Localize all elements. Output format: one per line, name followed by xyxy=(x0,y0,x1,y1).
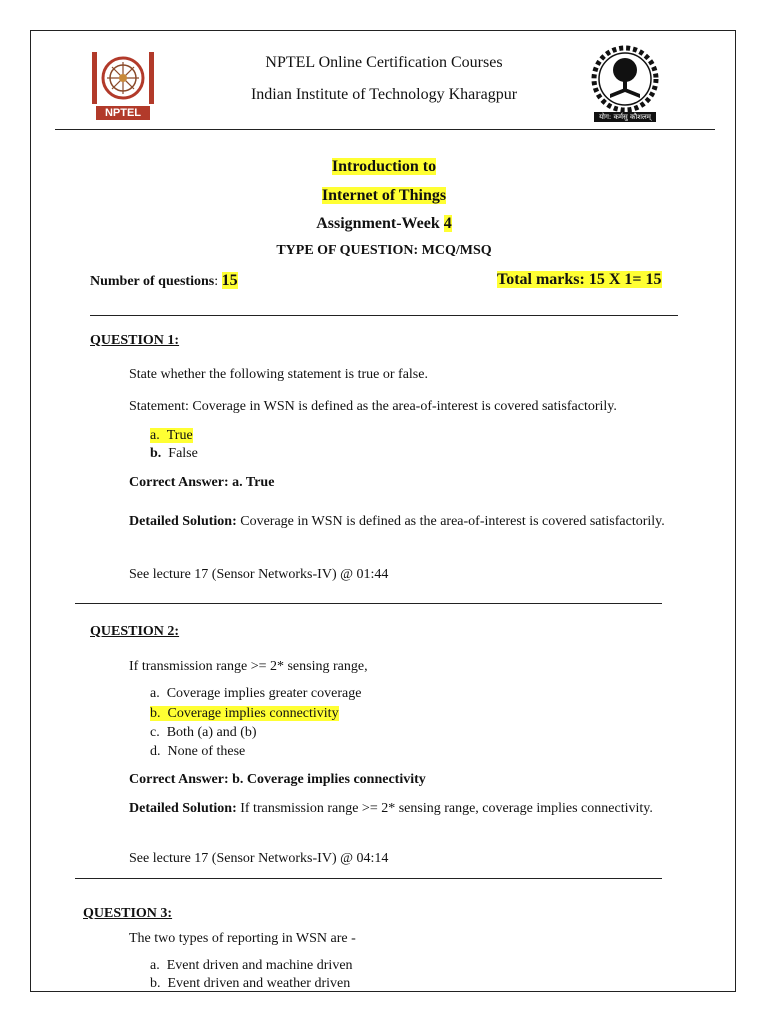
question-3-option-a xyxy=(150,957,353,975)
question-1-prompt: State whether the following statement is true or false. xyxy=(129,367,428,382)
total-marks: Total marks: 15 X 1= 15 xyxy=(497,271,662,288)
option-label: a. xyxy=(150,958,160,973)
option-text: False xyxy=(168,446,198,461)
option-label: b. xyxy=(150,706,161,721)
question-1-solution xyxy=(129,513,685,531)
header-line-1: NPTEL Online Certification Courses xyxy=(265,54,503,71)
header-divider xyxy=(55,129,715,130)
nptel-logo-text: NPTEL xyxy=(96,106,150,120)
course-title-line-1: Introduction to xyxy=(331,158,437,175)
question-1-option-b xyxy=(150,445,198,463)
option-text: Event driven and machine driven xyxy=(166,958,353,973)
option-label: b. xyxy=(150,976,161,991)
question-3-prompt: The two types of reporting in WSN are - xyxy=(129,931,356,946)
question-1-heading: QUESTION 1: xyxy=(90,333,180,348)
option-text: None of these xyxy=(167,744,246,759)
solution-text: Coverage in WSN is defined as the area-of-interest is covered satisfactorily. xyxy=(236,514,665,529)
option-text: Coverage implies greater coverage xyxy=(166,686,362,701)
question-1-divider xyxy=(75,603,662,604)
question-1-correct-answer: Correct Answer: a. True xyxy=(129,475,275,490)
question-1-reference: See lecture 17 (Sensor Networks-IV) @ 01:44 xyxy=(129,567,389,582)
option-label: d. xyxy=(150,744,161,759)
question-1-option-a xyxy=(150,427,193,445)
option-label: c. xyxy=(150,725,160,740)
assignment-title xyxy=(0,215,768,233)
num-questions-label: Number of questions xyxy=(90,274,215,289)
solution-text: If transmission range >= 2* sensing range, coverage implies connectivity. xyxy=(236,801,653,816)
question-2-option-d xyxy=(150,743,245,761)
question-1-statement: Statement: Coverage in WSN is defined as the area-of-interest is covered satisfactorily. xyxy=(129,399,617,414)
question-2-heading: QUESTION 2: xyxy=(90,624,180,639)
solution-label: Detailed Solution: xyxy=(129,801,237,816)
question-2-correct-answer: Correct Answer: b. Coverage implies connectivity xyxy=(129,772,426,787)
header-line-2: Indian Institute of Technology Kharagpur xyxy=(250,86,518,103)
iit-logo-caption: योग: कर्मसु कौशलम् xyxy=(594,112,656,122)
num-questions-value: 15 xyxy=(221,272,238,289)
question-3-heading: QUESTION 3: xyxy=(83,906,173,921)
assignment-prefix: Assignment-Week xyxy=(316,215,444,232)
question-2-option-c xyxy=(150,724,257,742)
question-type: TYPE OF QUESTION: MCQ/MSQ xyxy=(276,243,492,258)
solution-label: Detailed Solution: xyxy=(129,514,237,529)
assignment-week: 4 xyxy=(443,215,452,232)
option-text: Both (a) and (b) xyxy=(166,725,257,740)
question-2-option-b xyxy=(150,705,339,723)
option-label: a. xyxy=(150,428,160,443)
question-2-reference: See lecture 17 (Sensor Networks-IV) @ 04:14 xyxy=(129,851,389,866)
num-questions-sep: : xyxy=(214,274,222,289)
option-label: b. xyxy=(150,446,162,461)
option-text: Event driven and weather driven xyxy=(167,976,351,991)
course-title-line-2: Internet of Things xyxy=(321,187,447,204)
question-2-divider xyxy=(75,878,662,879)
question-2-option-a xyxy=(150,685,361,703)
option-text: True xyxy=(166,428,193,443)
option-text: Coverage implies connectivity xyxy=(167,706,339,721)
option-label: a. xyxy=(150,686,160,701)
question-2-solution xyxy=(129,800,685,818)
question-2-prompt: If transmission range >= 2* sensing range, xyxy=(129,659,368,674)
title-divider xyxy=(90,315,678,316)
number-of-questions xyxy=(90,272,238,290)
question-3-option-b xyxy=(150,975,350,993)
